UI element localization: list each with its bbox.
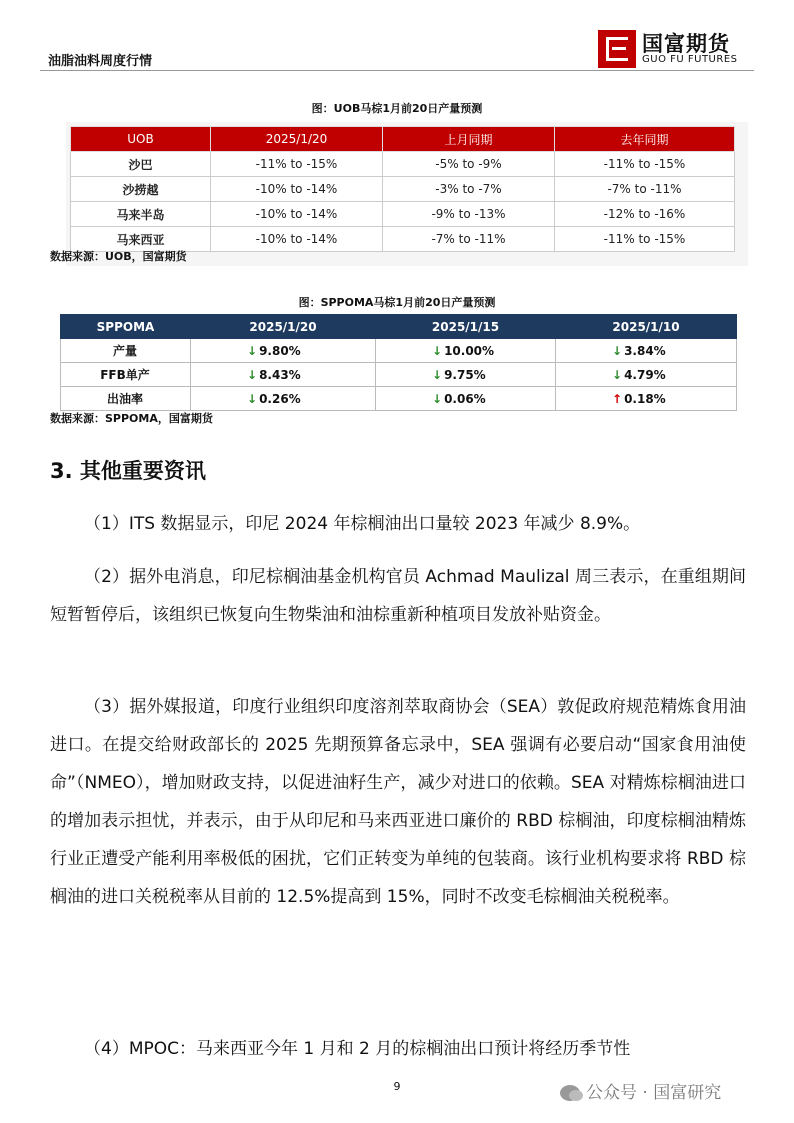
column-header: 上月同期: [383, 127, 555, 152]
uob-table: [70, 126, 735, 252]
row-label: 马来半岛: [71, 202, 211, 227]
cell-value: 0.18%: [624, 391, 666, 406]
table2-source: 数据来源：SPPOMA，国富期货: [50, 412, 213, 425]
column-header: 2025/1/20: [211, 127, 383, 152]
cell-value: 3.84%: [624, 343, 666, 358]
table-row: [61, 387, 737, 411]
table2-caption: 图：SPPOMA马棕1月前20日产量预测: [298, 296, 496, 309]
page-header: [0, 0, 794, 72]
column-header: 2025/1/20: [191, 315, 376, 339]
row-label: 马来西亚: [71, 227, 211, 252]
table-cell: -7% to -11%: [555, 177, 735, 202]
cell-value: 0.26%: [259, 391, 301, 406]
logo-name-cn: 国富期货: [642, 32, 730, 56]
arrow-down-icon: ↓: [432, 367, 443, 382]
arrow-down-icon: ↓: [432, 391, 443, 406]
table1-caption: 图：UOB马棕1月前20日产量预测: [311, 102, 483, 115]
sppoma-table: [60, 314, 737, 411]
column-header: 2025/1/15: [376, 315, 556, 339]
table-cell: -7% to -11%: [383, 227, 555, 252]
paragraph-1: [50, 505, 746, 543]
table-row: [71, 177, 735, 202]
table-cell: [376, 387, 556, 411]
wechat-icon: [560, 1085, 580, 1101]
row-label: 产量: [61, 339, 191, 363]
section-heading: 3. 其他重要资讯: [50, 459, 206, 483]
cell-value: 4.79%: [624, 367, 666, 382]
table-cell: [191, 339, 376, 363]
table-cell: -12% to -16%: [555, 202, 735, 227]
column-header: SPPOMA: [61, 315, 191, 339]
uob-table-container: [66, 122, 748, 266]
column-header: UOB: [71, 127, 211, 152]
row-label: 沙捞越: [71, 177, 211, 202]
row-label: 沙巴: [71, 152, 211, 177]
table1-source: 数据来源：UOB，国富期货: [50, 250, 187, 263]
table-cell: -11% to -15%: [211, 152, 383, 177]
wechat-badge: [560, 1078, 721, 1103]
table-cell: [376, 339, 556, 363]
table-cell: [556, 363, 737, 387]
table-row: [61, 339, 737, 363]
paragraph-text: （4）MPOC：马来西亚今年 1 月和 2 月的棕榈油出口预计将经历季节性: [84, 1039, 631, 1059]
table-row: [61, 363, 737, 387]
cell-value: 0.06%: [444, 391, 486, 406]
table-cell: -9% to -13%: [383, 202, 555, 227]
table-cell: -10% to -14%: [211, 202, 383, 227]
report-title: 油脂油料周度行情: [48, 54, 153, 69]
arrow-down-icon: ↓: [612, 367, 623, 382]
column-header: 去年同期: [555, 127, 735, 152]
table-row: [71, 202, 735, 227]
arrow-down-icon: ↓: [247, 367, 258, 382]
arrow-down-icon: ↓: [247, 343, 258, 358]
table-header-row: [71, 127, 735, 152]
header-divider: [40, 70, 754, 71]
table-cell: [191, 387, 376, 411]
arrow-up-icon: ↑: [612, 391, 623, 406]
cell-value: 9.80%: [259, 343, 301, 358]
table-cell: -10% to -14%: [211, 177, 383, 202]
cell-value: 8.43%: [259, 367, 301, 382]
table-row: [71, 152, 735, 177]
sppoma-table-container: [60, 314, 736, 404]
table-cell: [376, 363, 556, 387]
table-cell: -3% to -7%: [383, 177, 555, 202]
table-cell: -11% to -15%: [555, 227, 735, 252]
paragraph-2: [50, 558, 746, 634]
arrow-down-icon: ↓: [432, 343, 443, 358]
row-label: FFB单产: [61, 363, 191, 387]
table-cell: [191, 363, 376, 387]
cell-value: 9.75%: [444, 367, 486, 382]
paragraph-text: （3）据外媒报道，印度行业组织印度溶剂萃取商协会（SEA）敦促政府规范精炼食用油进口。在提交给财政部长的 2025 先期预算备忘录中，SEA 强调有必要启动“国家食用油使命”（NMEO），增加财政支持，以促进油籽生产，减少对进口的依赖。SEA 对精炼棕榈油进口的增加表示担忧，并表示，由于从印尼和马来西亚进口廉价的 RBD 棕榈油，印度棕榈油精炼行业正遭受产能利用率极低的困扰，它们正转变为单纯的包装商。该行业机构要求将 RBD 棕榈油的进口关税税率从目前的 12.5%提高到 15%，同时不改变毛棕榈油关税税率。: [50, 697, 746, 907]
arrow-down-icon: ↓: [247, 391, 258, 406]
table-header-row: [61, 315, 737, 339]
paragraph-text: （1）ITS 数据显示，印尼 2024 年棕榈油出口量较 2023 年减少 8.9%。: [84, 514, 641, 534]
table-cell: [556, 339, 737, 363]
table-cell: -10% to -14%: [211, 227, 383, 252]
wechat-account-label: 公众号 · 国富研究: [586, 1083, 722, 1103]
row-label: 出油率: [61, 387, 191, 411]
logo-icon: [598, 30, 636, 68]
column-header: 2025/1/10: [556, 315, 737, 339]
logo-name-en: GUO FU FUTURES: [642, 54, 738, 65]
paragraph-4: [50, 1030, 746, 1068]
paragraph-3: [50, 688, 746, 916]
company-logo: [598, 28, 754, 68]
arrow-down-icon: ↓: [612, 343, 623, 358]
table-cell: -5% to -9%: [383, 152, 555, 177]
cell-value: 10.00%: [444, 343, 495, 358]
table-cell: [556, 387, 737, 411]
table-cell: -11% to -15%: [555, 152, 735, 177]
page-number: 9: [393, 1080, 401, 1093]
paragraph-text: （2）据外电消息，印尼棕榈油基金机构官员 Achmad Maulizal 周三表示，在重组期间短暂暂停后，该组织已恢复向生物柴油和油棕重新种植项目发放补贴资金。: [50, 567, 746, 625]
